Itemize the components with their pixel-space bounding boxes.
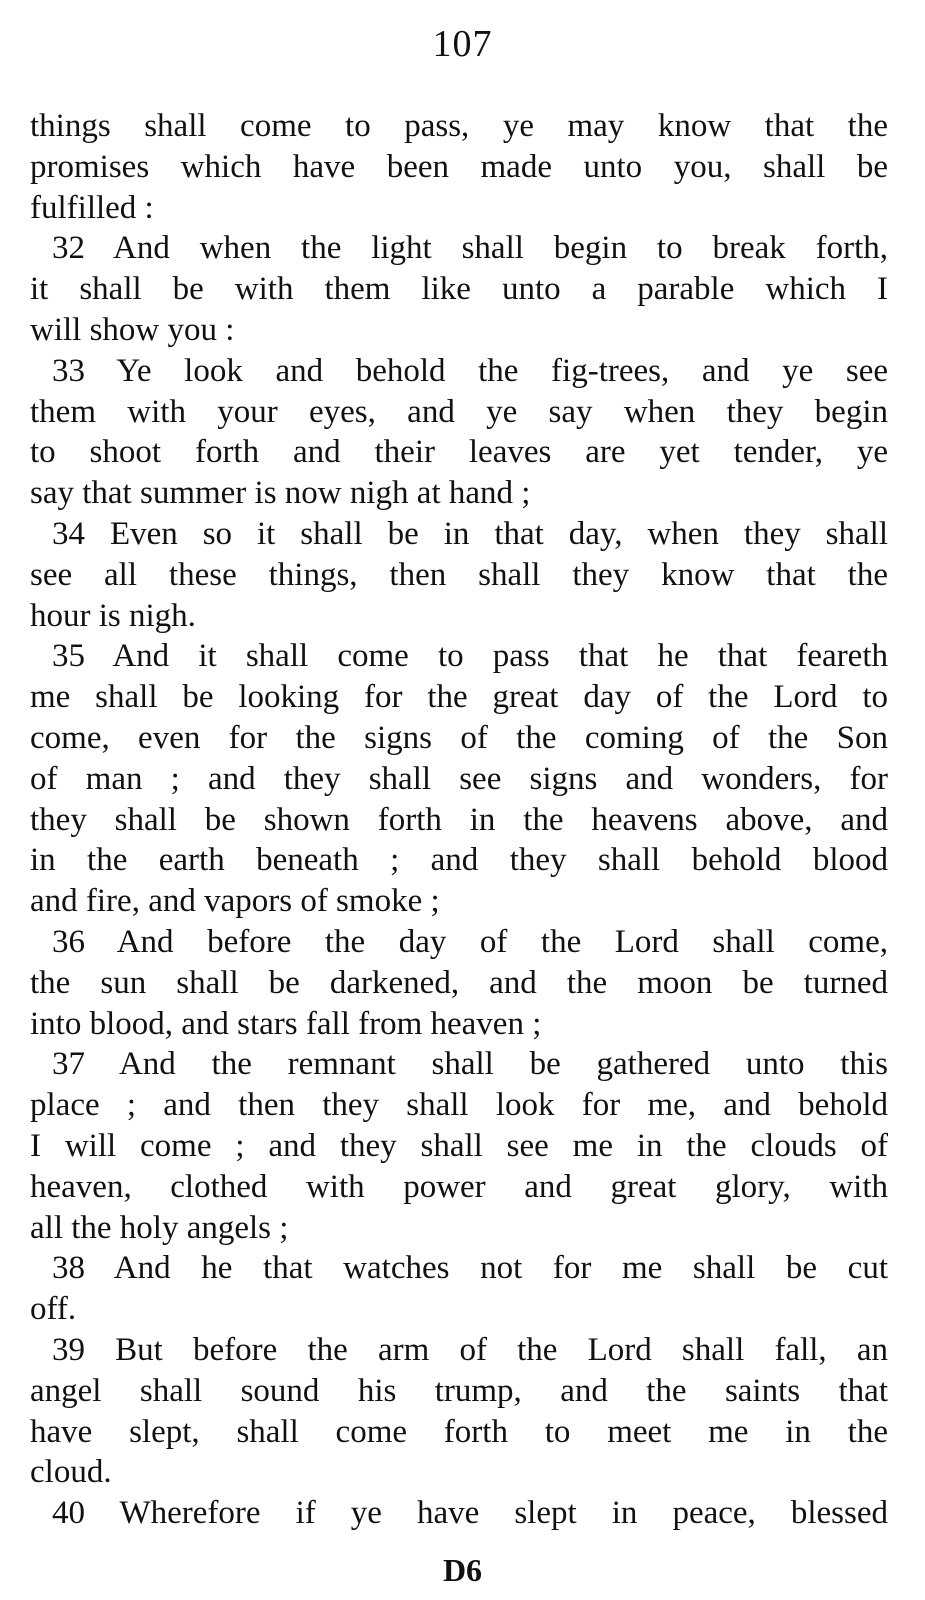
text-line: angel shall sound his trump, and the saints that	[30, 1372, 888, 1409]
text-line: hour is nigh.	[30, 597, 196, 634]
text-line: see all these things, then shall they know that the	[30, 556, 888, 593]
text-line: I will come ; and they shall see me in the clouds of	[30, 1127, 888, 1164]
page-number: 107	[432, 23, 493, 65]
text-line: have slept, shall come forth to meet me in the	[30, 1413, 888, 1450]
text-line: in the earth beneath ; and they shall behold blood	[30, 842, 888, 879]
text-line: cloud.	[30, 1454, 112, 1491]
text-line: they shall be shown forth in the heavens above, and	[30, 801, 888, 838]
text-line: the sun shall be darkened, and the moon be turned	[30, 964, 888, 1001]
text-line: 35 And it shall come to pass that he that feareth	[52, 638, 888, 675]
text-line: will show you :	[30, 311, 235, 348]
text-line: fulfilled :	[30, 189, 154, 226]
text-line: me shall be looking for the great day of the Lord to	[30, 679, 888, 716]
text-line: place ; and then they shall look for me, and behold	[30, 1087, 888, 1124]
text-line: 34 Even so it shall be in that day, when they shall	[52, 515, 888, 552]
text-line: and fire, and vapors of smoke ;	[30, 883, 440, 920]
text-line: them with your eyes, and ye say when they begin	[30, 393, 888, 430]
body-text	[30, 106, 888, 1534]
text-line: 38 And he that watches not for me shall be cut	[52, 1250, 888, 1287]
text-line: all the holy angels ;	[30, 1209, 289, 1246]
text-line: 40 Wherefore if ye have slept in peace, blessed	[52, 1495, 888, 1532]
text-line: things shall come to pass, ye may know that the	[30, 108, 888, 144]
signature-mark: D6	[442, 1552, 483, 1588]
text-line: to shoot forth and their leaves are yet tender, ye	[30, 434, 888, 471]
text-line: 33 Ye look and behold the fig-trees, and ye see	[52, 352, 888, 389]
text-line: say that summer is now nigh at hand ;	[30, 475, 531, 512]
text-line: heaven, clothed with power and great glory, with	[30, 1168, 888, 1205]
text-line: 39 But before the arm of the Lord shall fall, an	[52, 1331, 888, 1368]
text-line: come, even for the signs of the coming of the Son	[30, 719, 888, 756]
text-line: into blood, and stars fall from heaven ;	[30, 1005, 542, 1042]
text-line: of man ; and they shall see signs and wonders, for	[30, 760, 888, 797]
text-line: promises which have been made unto you, shall be	[30, 148, 888, 185]
text-line: off.	[30, 1291, 77, 1328]
text-line: it shall be with them like unto a parable which I	[30, 271, 888, 308]
text-line: 36 And before the day of the Lord shall come,	[52, 923, 888, 960]
text-line: 37 And the remnant shall be gathered unto this	[52, 1046, 888, 1083]
text-line: 32 And when the light shall begin to break forth,	[52, 230, 888, 267]
